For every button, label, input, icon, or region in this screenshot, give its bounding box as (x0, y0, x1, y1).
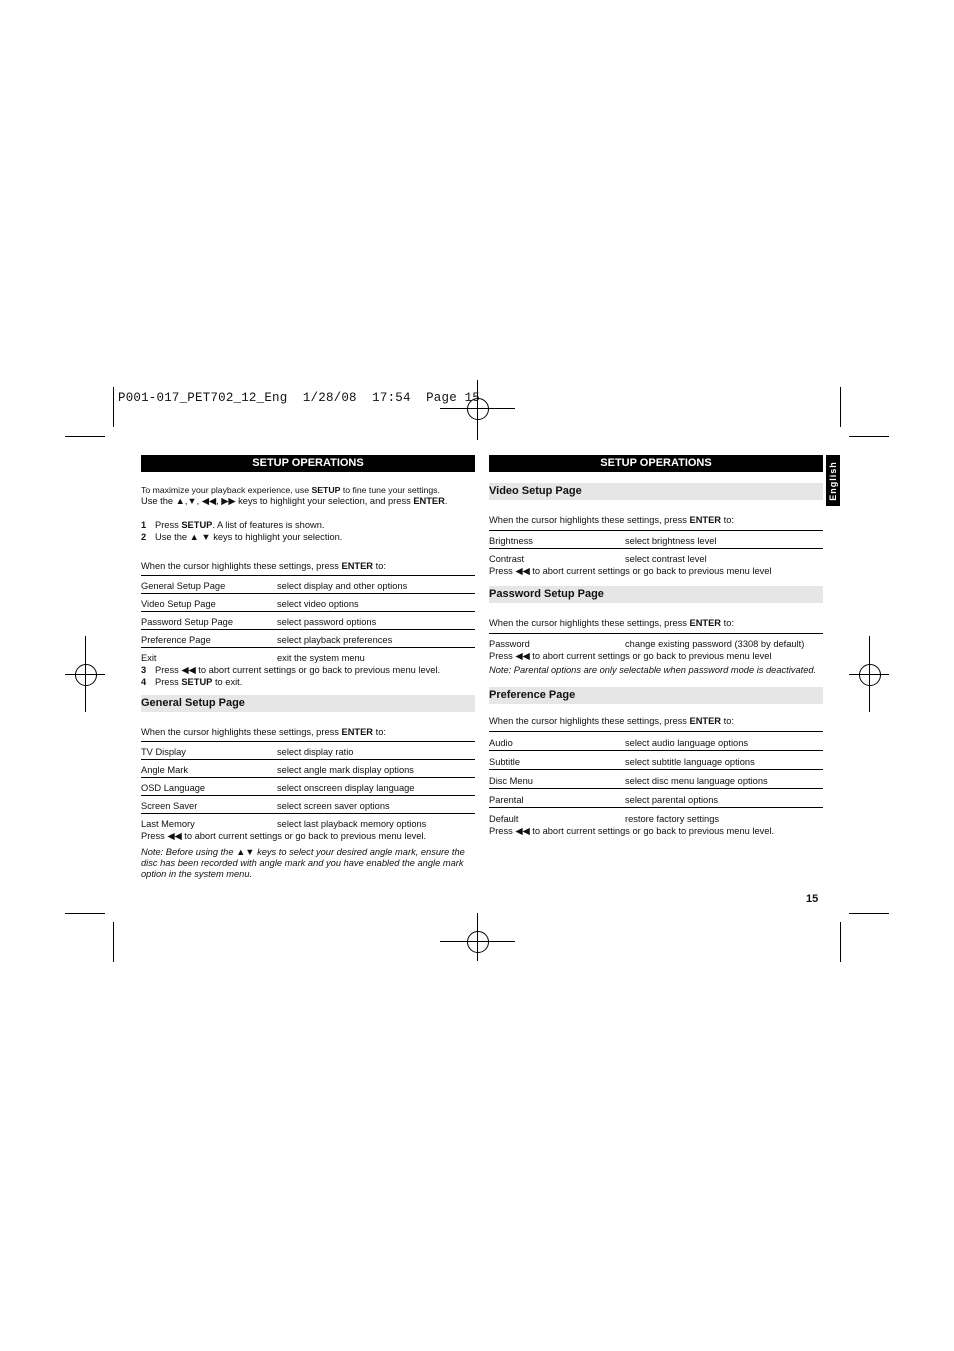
table-row: Password change existing password (3308 by default) (489, 638, 805, 649)
table-row: Angle Mark select angle mark display options (141, 760, 475, 778)
parental-note: Note: Parental options are only selectable when password mode is deactivated. (489, 665, 817, 676)
table-row: Screen Saver select screen saver options (141, 796, 475, 814)
table-row: Contrast select contrast level (489, 553, 707, 564)
table-row: Preference Page select playback preferences (141, 630, 475, 648)
preference-table (489, 731, 823, 826)
table-row: Default restore factory settings (489, 813, 720, 824)
video-intro: When the cursor highlights these settings, press ENTER to: (489, 515, 734, 525)
right-column (489, 455, 823, 837)
password-back-instruction: Press ◀◀ to abort current settings or go back to previous menu level (489, 650, 772, 661)
table-row: Parental select parental options (489, 789, 823, 808)
table-row: Exit exit the system menu (141, 653, 365, 664)
step-4: 4 Press SETUP to exit. (141, 676, 243, 687)
table-row: Audio select audio language options (489, 732, 823, 751)
preference-back-instruction: Press ◀◀ to abort current settings or go back to previous menu level. (489, 825, 775, 836)
slug-date: 1/28/08 (302, 391, 357, 405)
section-banner-right: SETUP OPERATIONS (489, 455, 823, 472)
preference-intro: When the cursor highlights these settings, press ENTER to: (489, 716, 734, 727)
video-setup-heading: Video Setup Page (489, 483, 823, 500)
section-banner-left: SETUP OPERATIONS (141, 455, 475, 472)
slug-time: 17:54 (372, 391, 411, 405)
general-back-instruction: Press ◀◀ to abort current settings or go back to previous menu level. (141, 831, 427, 842)
password-setup-heading: Password Setup Page (489, 586, 823, 603)
table-row: Last Memory select last playback memory options (141, 819, 427, 830)
table-row: Disc Menu select disc menu language options (489, 770, 823, 789)
table-row: Brightness select brightness level (489, 531, 823, 549)
table-row: OSD Language select onscreen display language (141, 778, 475, 796)
step-3: 3 Press ◀◀ to abort current settings or go back to previous menu level. (141, 665, 441, 676)
menu-intro: When the cursor highlights these settings, press ENTER to: (141, 560, 386, 571)
step-2: 2 Use the ▲ ▼ keys to highlight your selection. (141, 532, 343, 543)
password-setup-table (489, 633, 823, 651)
table-row: Password Setup Page select password options (141, 612, 475, 630)
table-row: General Setup Page select display and other options (141, 576, 475, 594)
slug-page: Page 15 (426, 391, 481, 405)
intro-line-1: To maximize your playback experience, use SETUP to fine tune your settings. (141, 485, 440, 495)
intro-line-2: Use the ▲,▼, ◀◀, ▶▶ keys to highlight your selection, and press ENTER. (141, 495, 448, 506)
general-setup-heading: General Setup Page (141, 695, 475, 712)
main-menu-table (141, 575, 475, 665)
preference-page-heading: Preference Page (489, 687, 823, 704)
video-setup-table (489, 530, 823, 566)
step-1: 1 Press SETUP. A list of features is shown. (141, 520, 325, 531)
language-tab: English (826, 455, 840, 506)
video-back-instruction: Press ◀◀ to abort current settings or go back to previous menu level (489, 565, 772, 576)
print-slug (118, 391, 480, 405)
table-row: Subtitle select subtitle language options (489, 751, 823, 770)
left-column (141, 455, 475, 880)
general-setup-table (141, 741, 475, 831)
slug-filename: P001-017_PET702_12_Eng (118, 391, 288, 405)
table-row: Video Setup Page select video options (141, 594, 475, 612)
table-row: TV Display select display ratio (141, 742, 475, 760)
general-intro: When the cursor highlights these settings, press ENTER to: (141, 726, 386, 737)
page-number: 15 (806, 893, 819, 905)
navigation-keys-icon: ▲,▼, ◀◀, ▶▶ (175, 495, 236, 506)
password-intro: When the cursor highlights these settings, press ENTER to: (489, 618, 734, 629)
angle-mark-note: Note: Before using the ▲▼ keys to select your desired angle mark, ensure the disc has been recorded with angle mark and you have enabled the angle mark option in the system menu. (141, 846, 465, 880)
